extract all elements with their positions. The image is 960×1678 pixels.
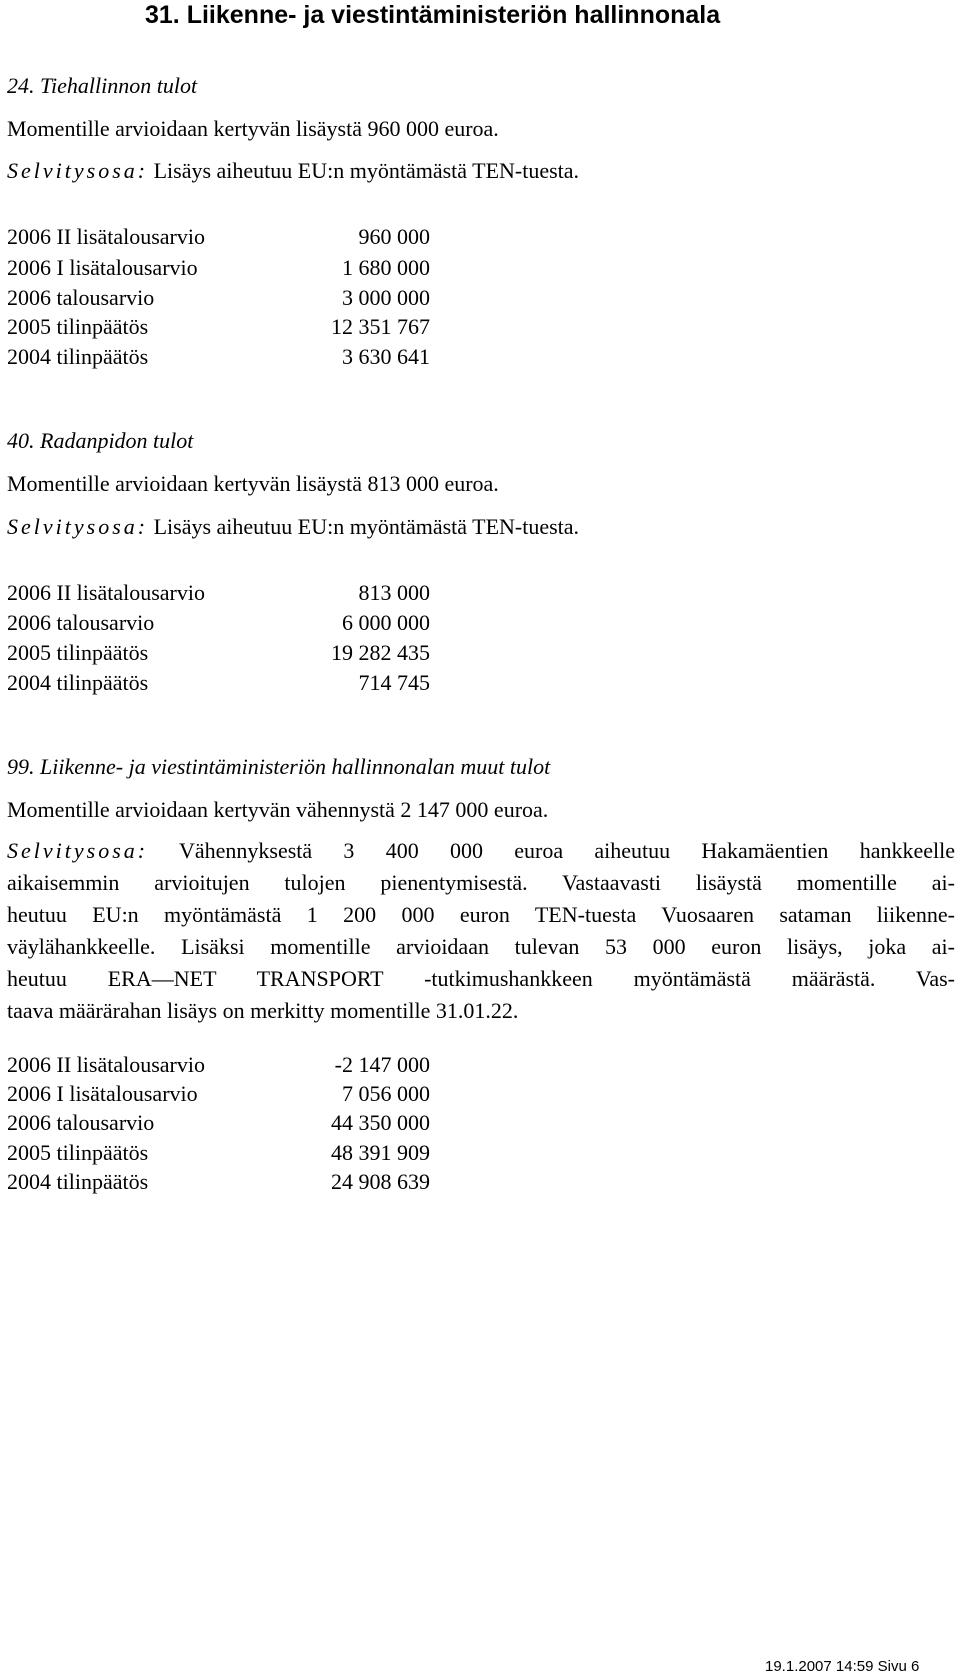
explanation-line: Selvitysosa: Vähennyksestä 3 400 000 euroa aiheutuu Hakamäentien hankkeelle xyxy=(7,838,955,863)
page-title: 31. Liikenne- ja viestintäministeriön hallinnonala xyxy=(145,1,721,29)
explanation-24 xyxy=(7,160,579,182)
table-row-label: 2004 tilinpäätös xyxy=(7,344,149,369)
table-row-value: 7 056 000 xyxy=(342,1081,430,1106)
table-row-label: 2006 talousarvio xyxy=(7,1110,155,1135)
explanation-99 xyxy=(7,835,955,1027)
section-text-99: Momentille arvioidaan kertyvän vähennystä 2 147 000 euroa. xyxy=(7,797,549,822)
section-heading-40: 40. Radanpidon tulot xyxy=(7,428,194,453)
table-row-label: 2006 I lisätalousarvio xyxy=(7,255,198,280)
table-row-label: 2006 talousarvio xyxy=(7,285,155,310)
table-row-value: 6 000 000 xyxy=(342,610,430,635)
table-row-value: 3 000 000 xyxy=(342,285,430,310)
table-row-label: 2006 II lisätalousarvio xyxy=(7,224,205,249)
section-heading-99: 99. Liikenne- ja viestintäministeriön hallinnonalan muut tulot xyxy=(7,754,551,779)
section-text-24: Momentille arvioidaan kertyvän lisäystä 960 000 euroa. xyxy=(7,116,499,141)
explanation-text: Lisäys aiheutuu EU:n myöntämästä TEN-tuesta. xyxy=(153,514,580,539)
page-footer: 19.1.2007 14:59 Sivu 6 xyxy=(765,1658,920,1675)
explanation-text: Lisäys aiheutuu EU:n myöntämästä TEN-tuesta. xyxy=(153,158,580,183)
explanation-line: heutuu ERA—NET TRANSPORT -tutkimushankkeen myöntämästä määrästä. Vas- xyxy=(7,966,955,991)
table-row-value: 12 351 767 xyxy=(331,314,430,339)
table-row-label: 2005 tilinpäätös xyxy=(7,1140,149,1165)
table-row-label: 2006 II lisätalousarvio xyxy=(7,1052,205,1077)
explanation-line: aikaisemmin arvioitujen tulojen pienentymisestä. Vastaavasti lisäystä momentille ai- xyxy=(7,870,955,895)
table-row-value: 24 908 639 xyxy=(331,1169,430,1194)
explanation-40 xyxy=(7,516,579,538)
explanation-line: taava määrärahan lisäys on merkitty momentille 31.01.22. xyxy=(7,998,519,1023)
explanation-label: Selvitysosa: xyxy=(7,514,149,539)
section-heading-24: 24. Tiehallinnon tulot xyxy=(7,73,198,98)
section-text-40: Momentille arvioidaan kertyvän lisäystä 813 000 euroa. xyxy=(7,471,499,496)
table-row-value: -2 147 000 xyxy=(334,1052,430,1077)
table-row-value: 19 282 435 xyxy=(331,640,430,665)
table-row-label: 2006 I lisätalousarvio xyxy=(7,1081,198,1106)
table-row-label: 2006 talousarvio xyxy=(7,610,155,635)
table-row-value: 44 350 000 xyxy=(331,1110,430,1135)
table-row-label: 2006 II lisätalousarvio xyxy=(7,580,205,605)
table-row-value: 3 630 641 xyxy=(342,344,430,369)
table-row-value: 48 391 909 xyxy=(331,1140,430,1165)
explanation-label: Selvitysosa: xyxy=(7,158,149,183)
table-row-label: 2004 tilinpäätös xyxy=(7,670,149,695)
explanation-line: heutuu EU:n myöntämästä 1 200 000 euron TEN-tuesta Vuosaaren sataman liikenne- xyxy=(7,902,955,927)
table-row-value: 960 000 xyxy=(358,224,430,249)
explanation-line: väylähankkeelle. Lisäksi momentille arvioidaan tulevan 53 000 euron lisäys, joka ai- xyxy=(7,934,955,959)
table-row-label: 2005 tilinpäätös xyxy=(7,640,149,665)
table-row-label: 2004 tilinpäätös xyxy=(7,1169,149,1194)
table-row-label: 2005 tilinpäätös xyxy=(7,314,149,339)
table-row-value: 1 680 000 xyxy=(342,255,430,280)
explanation-label: Selvitysosa: xyxy=(7,838,149,863)
table-row-value: 714 745 xyxy=(358,670,430,695)
table-row-value: 813 000 xyxy=(358,580,430,605)
